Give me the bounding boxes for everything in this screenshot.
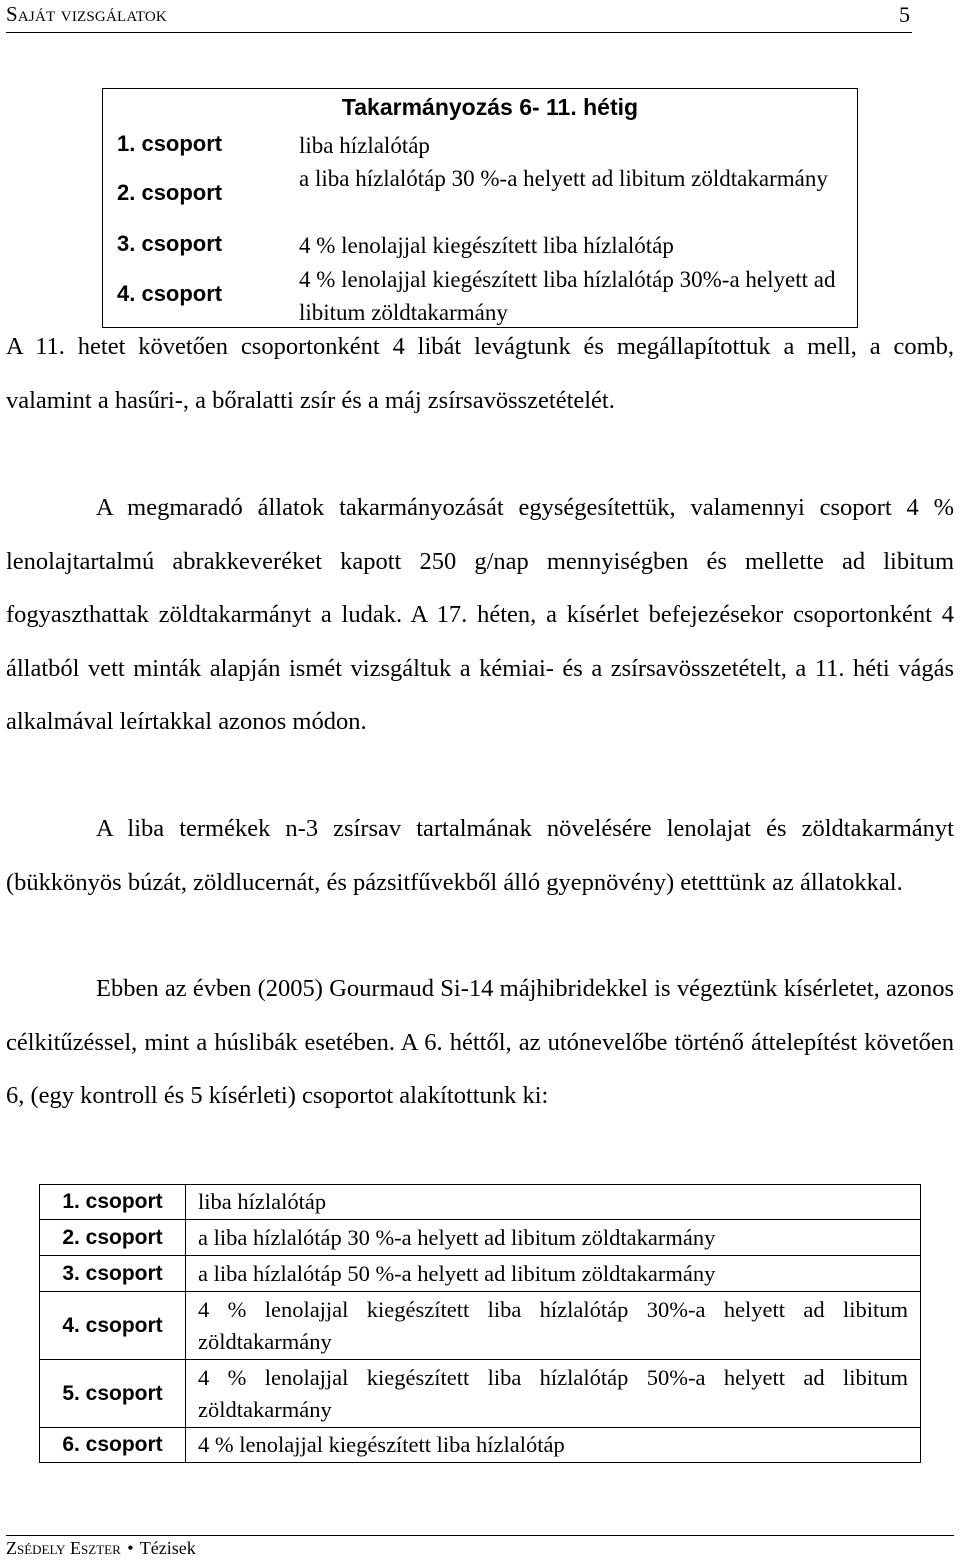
groups-table: [39, 1184, 921, 1463]
group-description: a liba hízlalótáp 50 %-a helyett ad libitum zöldtakarmány: [186, 1256, 921, 1292]
running-header-title: Saját vizsgálatok: [6, 2, 167, 26]
table-row: [40, 1220, 921, 1256]
table-title: Takarmányozás 6- 11. hétig: [341, 94, 639, 120]
page-footer: [6, 1535, 954, 1558]
group-label: 4. csoport: [117, 281, 223, 306]
group-label: 6. csoport: [40, 1428, 186, 1463]
table-row: [40, 1292, 921, 1360]
paragraph: A 11. hetet követően csoportonként 4 libát levágtunk és megállapítottuk a mell, a comb, valamint a hasűri-, a bőralatti zsír és a máj zsírsavösszetételét.: [6, 333, 954, 414]
group-label: 5. csoport: [40, 1360, 186, 1428]
paragraph: Ebben az évben (2005) Gourmaud Si-14 májhibridekkel is végeztünk kísérletet, azonos célkitűzéssel, mint a húslibák esetében. A 6. héttől, az utónevelőbe történő áttelepítést követően 6, (egy kontroll és 5 kísérleti) csoportot alakítottunk ki:: [6, 975, 954, 1109]
group-label: 4. csoport: [40, 1292, 186, 1360]
footer-text: [6, 1538, 196, 1559]
table-row: [40, 1428, 921, 1463]
group-description: liba hízlalótáp: [186, 1185, 921, 1220]
group-label: 1. csoport: [117, 131, 223, 156]
footer-author: Zsédely Eszter: [6, 1538, 121, 1558]
table-row: [40, 1360, 921, 1428]
group-label: 1. csoport: [40, 1185, 186, 1220]
group-description: 4 % lenolajjal kiegészített liba hízlalótáp 30%-a helyett ad libitum zöldtakarmány: [186, 1292, 921, 1360]
group-label: 3. csoport: [40, 1256, 186, 1292]
group-label: 3. csoport: [117, 231, 223, 256]
footer-separator: •: [127, 1538, 134, 1558]
feeding-table-weeks-6-11: [102, 88, 858, 328]
group-description: 4 % lenolajjal kiegészített liba hízlalótáp: [186, 1428, 921, 1463]
footer-section: Tézisek: [139, 1538, 196, 1558]
table-row: [40, 1256, 921, 1292]
group-description: liba hízlalótáp: [299, 133, 430, 158]
paragraph: A liba termékek n-3 zsírsav tartalmának növelésére lenolajat és zöldtakarmányt (bükkönyös búzát, zöldlucernát, és pázsitfűvekből álló gyepnövény) etetttünk az állatokkal.: [6, 815, 954, 896]
group-label: 2. csoport: [40, 1220, 186, 1256]
group-description: a liba hízlalótáp 30 %-a helyett ad libitum zöldtakarmány: [299, 166, 828, 191]
group-description: 4 % lenolajjal kiegészített liba hízlalótáp 50%-a helyett ad libitum zöldtakarmány: [186, 1360, 921, 1428]
group-description: 4 % lenolajjal kiegészített liba hízlalótáp 30%-a helyett ad libitum zöldtakarmány: [299, 267, 836, 325]
table-row: [40, 1185, 921, 1220]
group-description: 4 % lenolajjal kiegészített liba hízlalótáp: [299, 233, 674, 258]
page-number: 5: [899, 2, 910, 27]
group-label: 2. csoport: [117, 180, 223, 205]
group-description: a liba hízlalótáp 30 %-a helyett ad libitum zöldtakarmány: [186, 1220, 921, 1256]
paragraph: A megmaradó állatok takarmányozását egységesítettük, valamennyi csoport 4 % lenolajtartalmú abrakkeveréket kapott 250 g/nap mennyiségben és mellette ad libitum fogyaszthattak zöldtakarmányt a ludak. A 17. héten, a kísérlet befejezésekor csoportonként 4 állatból vett minták alapján ismét vizsgáltuk a kémiai- és a zsírsavösszetételt, a 11. héti vágás alkalmával leírtakkal azonos módon.: [6, 494, 954, 735]
page-header: [6, 0, 912, 33]
